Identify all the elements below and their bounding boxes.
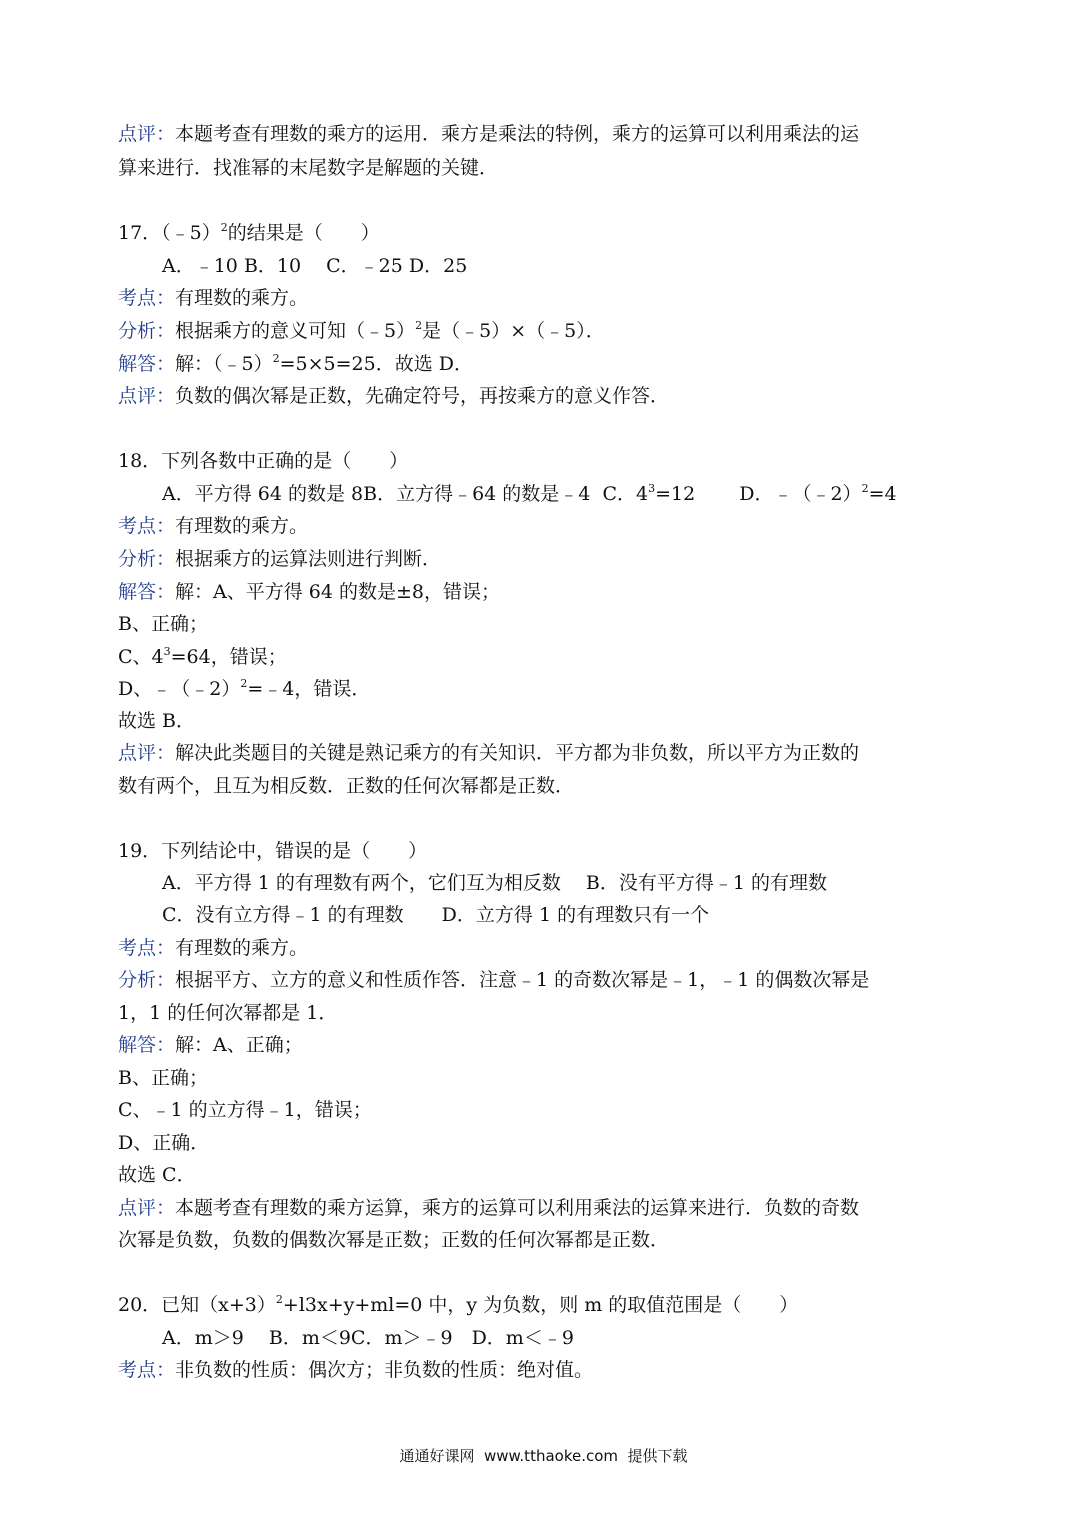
q18-jieda: 解答：解：A、平方得 64 的数是±8，错误；: [118, 581, 501, 603]
fenxi-label: 分析：: [118, 548, 176, 570]
q18-pingping-2: 数有两个，且互为相反数．正数的任何次幂都是正数．: [118, 775, 575, 797]
jieda-label: 解答：: [118, 1034, 176, 1056]
q20-stem: 20．已知$(x+3)^2+l3x+y+ml=0$ 中，y 为负数，则 m 的取值范围是（ ）: [118, 1293, 799, 1316]
q18-options: A．平方得 64 的数是 8B．立方得﹣64 的数是﹣4 C．$4^3=12$ D．﹣（﹣2）$^2$=4: [162, 482, 897, 505]
q20-kaodian: 考点：非负数的性质：偶次方；非负数的性质：绝对值。: [118, 1359, 594, 1381]
pingping-label: 点评：: [118, 123, 176, 145]
q19-options-1: A．平方得 1 的有理数有两个，它们互为相反数 B．没有平方得﹣1 的有理数: [162, 872, 828, 894]
top-pingping-text-1: 本题考查有理数的乘方的运用．乘方是乘法的特例，乘方的运算可以利用乘法的运: [175, 123, 860, 145]
q18-line-d: D、﹣（﹣2）$^2$=﹣4，错误．: [118, 677, 371, 700]
q19-fenxi-1: 分析：根据平方、立方的意义和性质作答．注意﹣1 的奇数次幂是﹣1，﹣1 的偶数次幂是: [118, 969, 870, 991]
kaodian-label: 考点：: [118, 1359, 176, 1381]
page-footer: 通通好课网 www.tthaoke.com 提供下载: [399, 1447, 688, 1465]
q18-choose: 故选 B．: [118, 710, 196, 732]
kaodian-label: 考点：: [118, 287, 176, 309]
jieda-label: 解答：: [118, 353, 176, 375]
q17-fenxi: 分析：根据乘方的意义可知（﹣5）$^2$是（﹣5）×（﹣5）．: [118, 319, 605, 342]
pingping-label: 点评：: [118, 1197, 176, 1219]
fenxi-label: 分析：: [118, 969, 176, 991]
q17-kaodian: 考点：有理数的乘方。: [118, 287, 309, 309]
top-pingping-text-2: 算来进行．找准幂的末尾数字是解题的关键．: [118, 157, 499, 179]
q19-stem: 19．下列结论中，错误的是（ ）: [118, 840, 428, 862]
q18-stem: 18．下列各数中正确的是（ ）: [118, 450, 409, 472]
jieda-label: 解答：: [118, 581, 176, 603]
pingping-label: 点评：: [118, 385, 176, 407]
q18-pingping-1: 点评：解决此类题目的关键是熟记乘方的有关知识．平方都为非负数，所以平方为正数的: [118, 742, 860, 764]
q17-options: A．﹣10 B．10 C．﹣25 D．25: [162, 255, 468, 277]
q19-pingping-2: 次幂是负数，负数的偶数次幂是正数；正数的任何次幂都是正数．: [118, 1229, 670, 1251]
q19-jieda: 解答：解：A、正确；: [118, 1034, 303, 1056]
q19-line-d: D、正确．: [118, 1132, 210, 1154]
q18-line-b: B、正确；: [118, 613, 208, 635]
q19-kaodian: 考点：有理数的乘方。: [118, 937, 309, 959]
q17-jieda: 解答：解：（﹣5）$^2$=5×5=25．故选 D．: [118, 352, 473, 375]
q18-line-c: C、$4^3=64$，错误；: [118, 645, 287, 668]
q18-kaodian: 考点：有理数的乘方。: [118, 515, 309, 537]
q20-options: A．m＞9 B．m＜9C．m＞﹣9 D．m＜﹣9: [162, 1327, 574, 1349]
fenxi-label: 分析：: [118, 320, 176, 342]
kaodian-label: 考点：: [118, 515, 176, 537]
q17-pingping: 点评：负数的偶次幂是正数，先确定符号，再按乘方的意义作答．: [118, 385, 670, 407]
q19-fenxi-2: 1，1 的任何次幂都是 1．: [118, 1002, 338, 1024]
q19-pingping-1: 点评：本题考查有理数的乘方运算，乘方的运算可以利用乘法的运算来进行．负数的奇数: [118, 1197, 860, 1219]
kaodian-label: 考点：: [118, 937, 176, 959]
q19-line-c: C、﹣1 的立方得﹣1，错误；: [118, 1099, 372, 1121]
q19-line-b: B、正确；: [118, 1067, 208, 1089]
top-pingping-line-1: [118, 121, 859, 147]
pingping-label: 点评：: [118, 742, 176, 764]
q19-choose: 故选 C．: [118, 1164, 196, 1186]
q18-fenxi: 分析：根据乘方的运算法则进行判断．: [118, 548, 442, 570]
q17-stem: 17．（﹣5）$^2$的结果是（ ）: [118, 221, 380, 244]
q19-options-2: C．没有立方得﹣1 的有理数 D．立方得 1 的有理数只有一个: [162, 904, 710, 926]
